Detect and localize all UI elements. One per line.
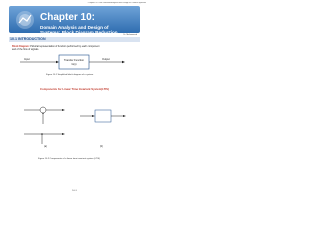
chapter-title: Chapter 10: — [40, 12, 96, 23]
document-page — [0, 0, 149, 198]
page-number: 10-1 — [72, 190, 77, 192]
box-line-1: Transfer Function — [63, 59, 85, 62]
chapter-banner — [9, 6, 140, 33]
input-arrow-head — [56, 61, 59, 63]
input-label: Input — [24, 58, 30, 61]
output-arrow-head — [122, 61, 125, 63]
components-diagram-right — [78, 96, 128, 148]
intro-line-2: and of the flow of signals. — [12, 48, 39, 51]
section-title-text: INTRODUCTION — [18, 37, 46, 41]
chapter-subtitle-line2: Systems: Block Diagram Reduction — [40, 30, 118, 35]
chapter-logo-icon — [15, 10, 35, 30]
components-heading: Components for Linear Time Invariant System(LTIS) — [40, 87, 109, 91]
components-diagram-left — [22, 96, 70, 148]
transfer-function-box — [59, 55, 89, 69]
right-caption: (b) — [100, 145, 103, 148]
intro-lead: Block Diagram: — [12, 45, 30, 48]
block-diagram — [18, 52, 128, 72]
figure-1-caption: Figure 10.1 Simplified block diagram of a system — [46, 74, 94, 76]
box-line-2: G(s) — [71, 63, 77, 66]
block-icon — [95, 110, 111, 122]
chapter-subtitle-line1: Domain Analysis and Design of — [40, 25, 109, 30]
section-number: 10.1 — [10, 37, 17, 41]
author-name: Dr. Mohammed — [123, 34, 137, 36]
output-label: Output — [102, 58, 110, 61]
figure-2-caption: Figure 10.2 Components of a linear time invariant system (LTIS) — [38, 158, 100, 160]
left-caption: (a) — [44, 145, 47, 148]
summing-junction-icon — [40, 107, 46, 113]
section-heading — [10, 37, 46, 42]
running-header: Chapter 10 Time Domain Analysis and Design of Control Systems — [87, 2, 146, 4]
intro-text-1: Pictorial representation of function performed by each component — [30, 45, 100, 48]
